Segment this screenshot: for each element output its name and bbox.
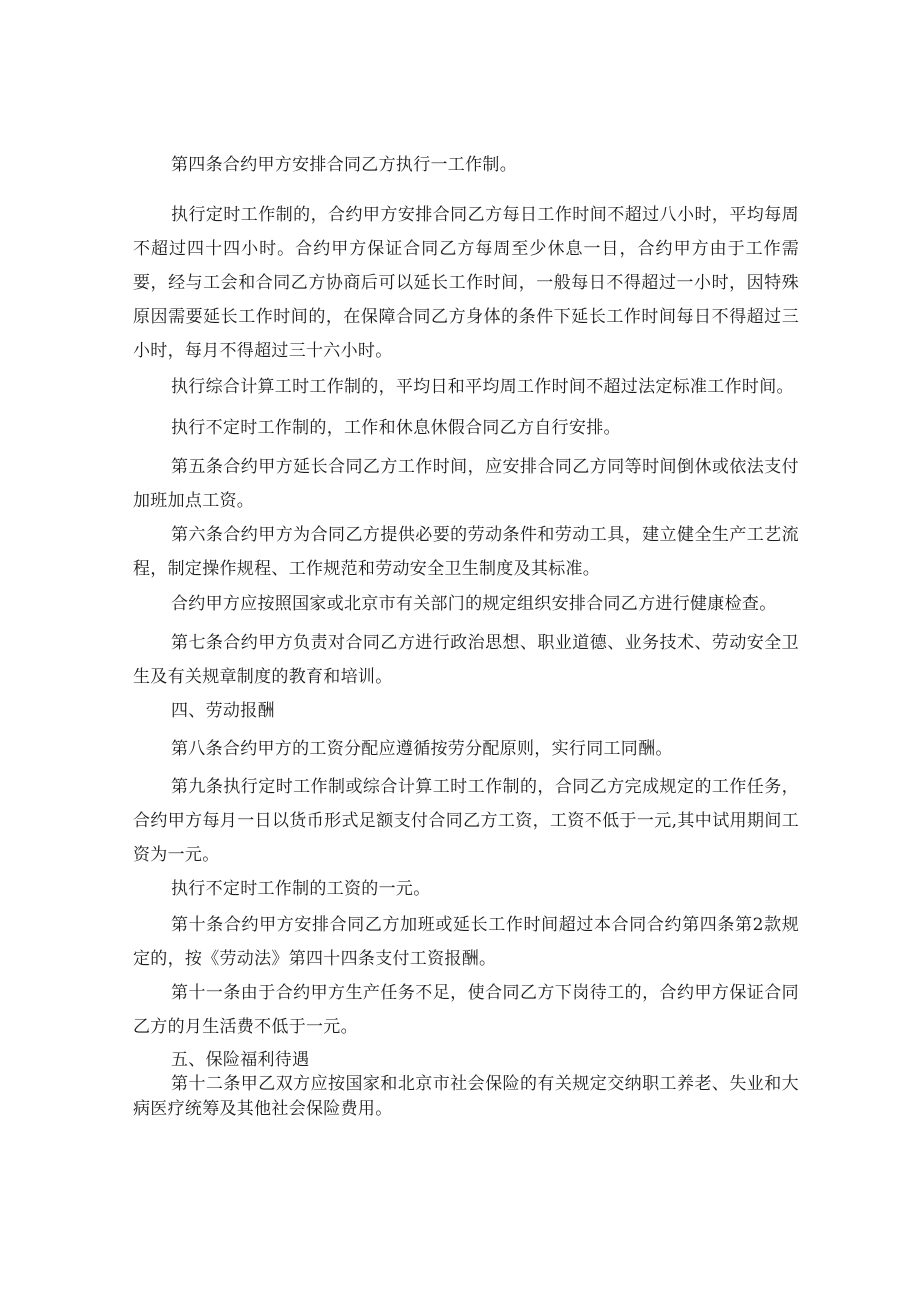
paragraph-flexible-wage: 执行不定时工作制的工资的一元。 bbox=[171, 879, 431, 899]
paragraph-article-6: 第六条合约甲方为合同乙方提供必要的劳动条件和劳动工具，建立健全生产工艺流程，制定操作规程、工作规范和劳动安全卫生制度及其标准。 bbox=[133, 525, 799, 579]
paragraph-fixed-hours: 执行定时工作制的，合约甲方安排合同乙方每日工作时间不超过八小时，平均每周不超过四十四小时。合约甲方保证合同乙方每周至少休息一日，合约甲方由于工作需要，经与工会和合同乙方协商后可以延长工作时间，一般每日不得超过一小时，因特殊原因需要延长工作时间的，在保障合同乙方身体的条件下延长工作时间每日不得超过三小时，每月不得超过三十六小时。 bbox=[133, 205, 799, 361]
paragraph-article-11: 第十一条由于合约甲方生产任务不足，使合同乙方下岗待工的，合约甲方保证合同乙方的月生活费不低于一元。 bbox=[133, 983, 799, 1037]
paragraph-article-7: 第七条合约甲方负责对合同乙方进行政治思想、职业道德、业务技术、劳动安全卫生及有关规章制度的教育和培训。 bbox=[133, 633, 799, 687]
paragraph-comprehensive-hours: 执行综合计算工时工作制的，平均日和平均周工作时间不超过法定标准工作时间。 bbox=[171, 377, 794, 397]
paragraph-health-check: 合约甲方应按照国家或北京市有关部门的规定组织安排合同乙方进行健康检查。 bbox=[171, 594, 777, 614]
section-heading-insurance: 五、保险福利待遇 bbox=[171, 1050, 310, 1070]
paragraph-flexible-hours: 执行不定时工作制的，工作和休息休假合同乙方自行安排。 bbox=[171, 418, 621, 438]
paragraph-article-4: 第四条合约甲方安排合同乙方执行一工作制。 bbox=[171, 155, 517, 175]
paragraph-article-12: 第十二条甲乙双方应按国家和北京市社会保险的有关规定交纳职工养老、失业和大病医疗统筹及其他社会保险费用。 bbox=[133, 1074, 799, 1119]
paragraph-article-9: 第九条执行定时工作制或综合计算工时工作制的，合同乙方完成规定的工作任务，合约甲方每月一日以货币形式足额支付合同乙方工资，工资不低于一元,其中试用期间工资为一元。 bbox=[133, 777, 799, 865]
section-heading-remuneration: 四、劳动报酬 bbox=[171, 701, 275, 721]
paragraph-article-5: 第五条合约甲方延长合同乙方工作时间，应安排合同乙方同等时间倒休或依法支付加班加点工资。 bbox=[133, 457, 799, 511]
paragraph-article-10: 第十条合约甲方安排合同乙方加班或延长工作时间超过本合同合约第四条第2款规定的，按《劳动法》第四十四条支付工资报酬。 bbox=[133, 915, 799, 969]
paragraph-article-8: 第八条合约甲方的工资分配应遵循按劳分配原则，实行同工同酬。 bbox=[171, 739, 673, 759]
